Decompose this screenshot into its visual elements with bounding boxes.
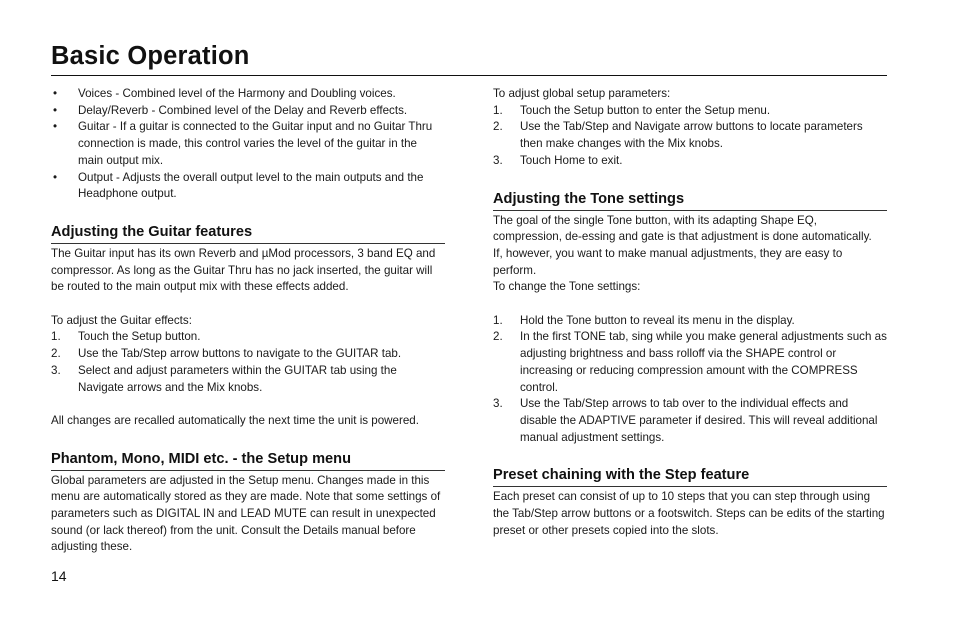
step-section-heading: Preset chaining with the Step feature [493,466,887,487]
list-item: 1. Touch the Setup button to enter the Setup menu. [493,103,771,117]
right-column [493,86,887,539]
bullet-marker: • [53,120,58,134]
page-number: 14 [51,568,67,584]
tone-manual-text: If, however, you want to make manual adjustments, they are easy to perform. [493,246,843,277]
guitar-steps-intro: To adjust the Guitar effects: [51,313,192,327]
list-item: 2. Use the Tab/Step arrow buttons to navigate to the GUITAR tab. [51,347,402,361]
page-title: Basic Operation [51,42,250,70]
list-item: 2. In the first TONE tab, sing while you make general adjustments such as adjusting brightness and bass rolloff via the SHAPE control or increasing or reducing compression amount with the COMPRESS control. [493,330,887,394]
setup-body-text: Global parameters are adjusted in the Setup menu. Changes made in this menu are automatically stored as they are made. Note that some settings of parameters such as DIGITAL IN and LEAD MUTE can result in unexpected sound (or lack thereof) from the unit. Consult the Details manual before adjusting these. [51,473,441,554]
tone-steps-intro: To change the Tone settings: [493,280,641,294]
title-rule [51,75,887,76]
list-item: 1. Hold the Tone button to reveal its menu in the display. [493,313,795,327]
list-item: 3. Use the Tab/Step arrows to tab over to the individual effects and disable the ADAPTIVE parameter if desired. This will reveal additional manual adjustment settings. [493,397,878,444]
list-item: 1. Touch the Setup button. [51,330,201,344]
step-body-text: Each preset can consist of up to 10 steps that you can step through using the Tab/Step arrow buttons or a footswitch. Steps can be edits of the starting preset or other presets copied into the slots. [493,490,885,537]
tone-steps-list [493,313,887,447]
list-item: • Delay/Reverb - Combined level of the Delay and Reverb effects. [51,103,445,120]
list-item: 2. Use the Tab/Step and Navigate arrow buttons to locate parameters then make changes with the Mix knobs. [493,120,863,151]
tone-section-heading: Adjusting the Tone settings [493,190,887,211]
list-item: • Guitar - If a guitar is connected to the Guitar input and no Guitar Thru connection is made, this control varies the level of the guitar in the main output mix. [53,120,433,167]
list-item: • Voices - Combined level of the Harmony and Doubling voices. [51,86,445,103]
list-item: 3. Select and adjust parameters within the GUITAR tab using the Navigate arrows and the Mix knobs. [51,363,397,394]
setup-section-heading: Phantom, Mono, MIDI etc. - the Setup menu [51,450,445,471]
mix-knob-bullet-list [51,86,445,203]
bullet-marker: • [53,87,58,100]
guitar-steps-list [51,329,445,396]
list-item: 3. Touch Home to exit. [493,153,623,167]
guitar-section-heading: Adjusting the Guitar features [51,223,445,244]
guitar-intro-text: The Guitar input has its own Reverb and µMod processors, 3 band EQ and compressor. As long as the Guitar Thru has no jack inserted, the guitar will be routed to the main output mix with these effects added. [51,246,436,294]
left-column [51,86,445,556]
bullet-marker: • [53,170,58,184]
guitar-recall-note: All changes are recalled automatically the next time the unit is powered. [51,413,419,427]
bullet-marker: • [53,103,58,117]
global-setup-intro: To adjust global setup parameters: [493,87,671,100]
global-setup-steps-list [493,103,887,170]
list-item: • Output - Adjusts the overall output level to the main outputs and the Headphone output. [53,170,424,201]
tone-intro-text: The goal of the single Tone button, with its adapting Shape EQ, compression, de-essing and gate is that adjustment is done automatically. [493,213,872,244]
